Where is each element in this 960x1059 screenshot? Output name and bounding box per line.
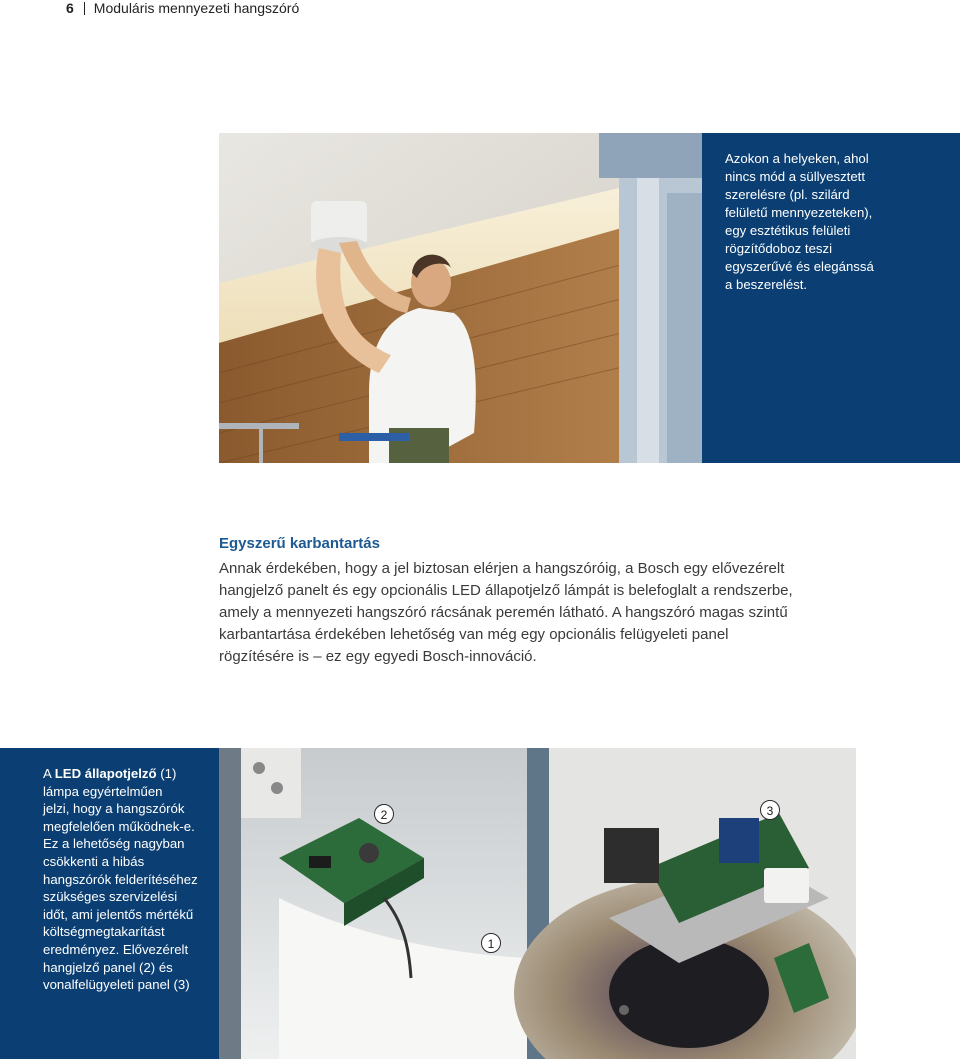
top-caption-panel: [702, 133, 960, 463]
callout-2: 2: [374, 804, 394, 824]
installation-photo: [219, 133, 702, 463]
section-heading: Egyszerű karbantartás: [219, 535, 380, 552]
document-title: Moduláris mennyezeti hangszóró: [93, 0, 300, 16]
caption-bold-term: LED állapotjelző: [54, 766, 157, 781]
top-caption: Azokon a helyeken, ahol nincs mód a süllyesztett szerelésre (pl. szilárd felületű mennyezeteken), egy esztétikus felületi rögzítődoboz teszi egyszerűvé és elegánssá a beszerelést.: [725, 151, 874, 292]
section-paragraph: Annak érdekében, hogy a jel biztosan elérjen a hangszóróig, a Bosch egy elővezérelt hangjelző panelt és egy opcionális LED állapotjelző lámpát is belefoglalt a rendszerbe, amely a mennyezeti hangszóró rácsának peremén látható. A hangszóró magas szintű karbantartása érdekében lehetőség van még egy opcionális felügyeleti panel rögzítésére is – ez egy egyedi Bosch-innováció.: [219, 560, 793, 665]
caption-prefix: A: [43, 766, 55, 781]
caption-body: (1) lámpa egyértelműen jelzi, hogy a hangszórók megfelelően működnek-e. Ez a lehetőség nagyban csökkenti a hibás hangszórók felderítéséhez szükséges szervizelési időt, ami jelentős mértékű költségmegtakarítást eredményez. Elővezérelt hangjelző panel (2) és vonalfelügyeleti panel (3): [43, 766, 198, 993]
header-divider: [84, 2, 85, 15]
speaker-internals-photo: [219, 748, 856, 1059]
bottom-caption-panel: [0, 748, 219, 1059]
bottom-caption: [43, 765, 213, 994]
maintenance-section: [219, 534, 859, 668]
page-header: [66, 0, 299, 16]
callout-3: 3: [760, 800, 780, 820]
page-number: 6: [66, 0, 74, 16]
callout-1: 1: [481, 933, 501, 953]
